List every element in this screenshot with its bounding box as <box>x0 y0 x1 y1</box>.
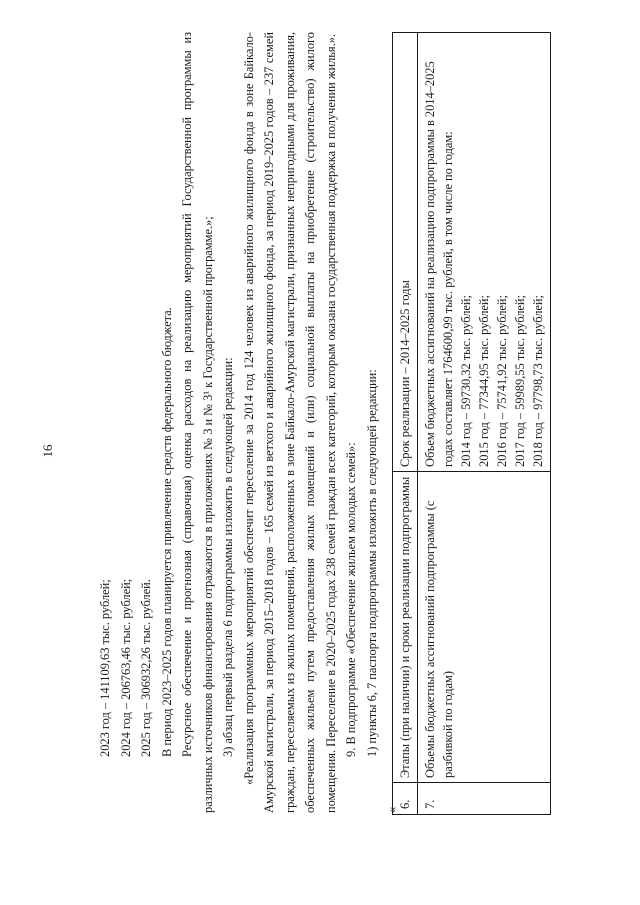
table-row <box>418 33 551 815</box>
year-line: 2014 год – 59730,32 тыс. рублей; <box>459 295 473 467</box>
budget-intro: Объем бюджетных ассигнований на реализацию подпрограммы в 2014–2025 годах составляет 1764600,99 тыс. рублей, в том числе по годам: <box>423 61 455 467</box>
passport-table <box>392 32 551 815</box>
budget-line-2024: 2024 год – 206763,46 тыс. рублей; <box>118 578 133 757</box>
budget-line-2023: 2023 год – 141109,63 тыс. рублей; <box>98 579 112 757</box>
item-9: 9. В подпрограмме «Обеспечение жильем молодых семей»: <box>344 442 358 757</box>
page-number: 16 <box>40 444 55 458</box>
item-3: 3) абзац первый раздела 6 подпрограммы изложить в следующей редакции: <box>221 357 235 757</box>
year-line: 2015 год – 77344,95 тыс. рублей; <box>477 295 491 467</box>
year-line: 2017 год – 59989,55 тыс. рублей; <box>513 295 527 467</box>
year-line: 2016 год – 75741,92 тыс. рублей; <box>495 295 509 467</box>
quote-open-mark: « <box>385 806 399 813</box>
row-number: 7. <box>418 783 551 815</box>
table-row <box>393 33 418 815</box>
row-label: Объемы бюджетных ассигнований подпрограммы (с разбивкой по годам) <box>418 472 551 783</box>
federal-funding-note: В период 2023–2025 годов планируется привлечение средств федерального бюджета. <box>159 307 174 757</box>
row-number: 6. <box>393 783 418 815</box>
resource-paragraph: Ресурсное обеспечение и прогнозная (справочная) оценка расходов на реализацию мероприятий Государственной программы из различных источников финансирования отражаются в приложениях № 3 и № 3¹ к Государственной программе.»; <box>180 32 215 813</box>
row-label: Этапы (при наличии) и сроки реализации подпрограммы <box>393 472 418 783</box>
row-value: Срок реализации – 2014–2025 годы <box>393 33 418 472</box>
item-9-1: 1) пункты 6, 7 паспорта подпрограммы изложить в следующей редакции: <box>364 369 379 757</box>
year-line: 2018 год – 97798,73 тыс. рублей; <box>531 295 545 467</box>
budget-line-2025: 2025 год – 306932,26 тыс. рублей. <box>139 579 153 757</box>
row-value <box>418 33 551 472</box>
document-body <box>95 32 403 813</box>
quoted-paragraph: «Реализация программных мероприятий обеспечит переселение за 2014 год 124 человек из аварийного жилищного фонда в зоне Байкало-Амурской магистрали, за период 2015–2018 годов – 165 семей из ветхого и аварийного жилищного фонда, за период 2019–2025 годов – 237 семей граждан, переселяемых из жилых помещений, расположенных в зоне Байкало-Амурской магистрали, признанных непригодными для проживания, обеспеченных жильем путем предоставления жилых помещений и (или) социальной выплаты на приобретение (строительство) жилого помещения. Переселение в 2020–2025 годах 238 семей граждан всех категорий, которым оказана государственная поддержка в получении жилья.». <box>241 32 338 813</box>
